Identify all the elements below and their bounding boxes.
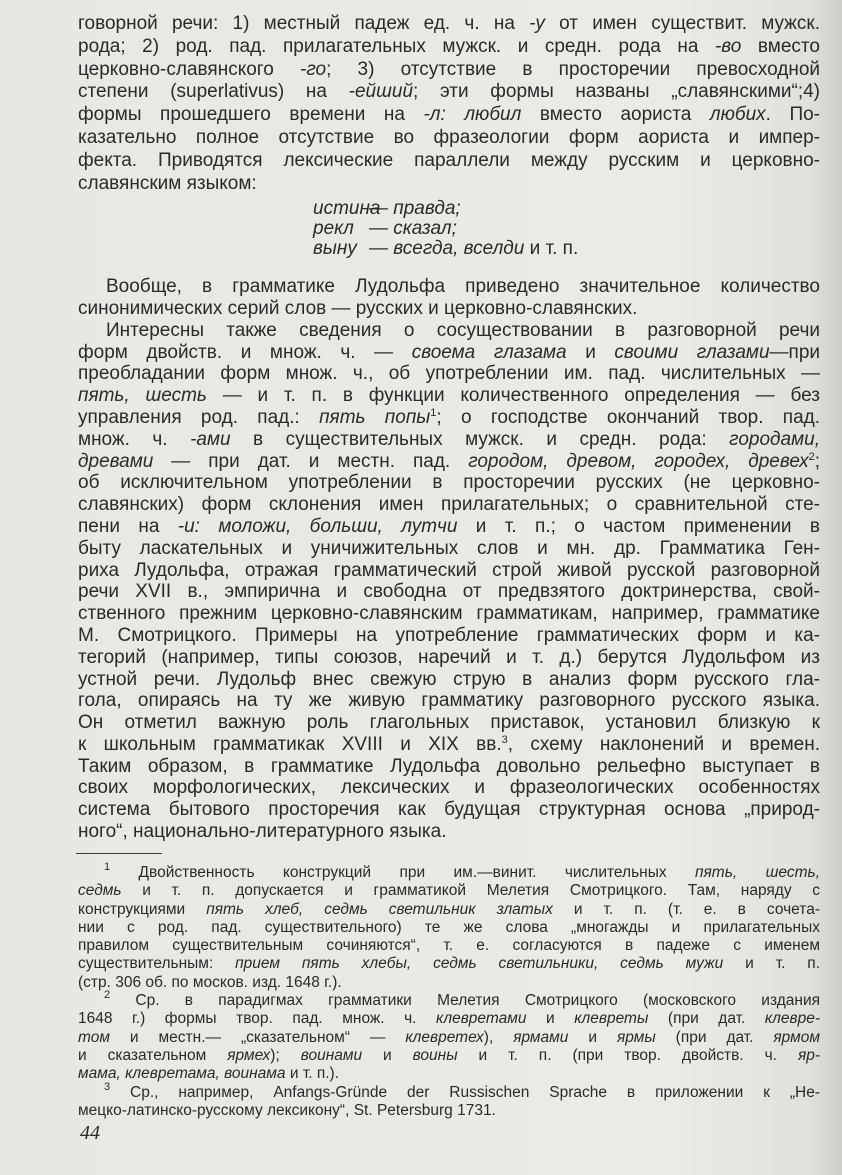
text: ), — [483, 1028, 514, 1046]
italic-text: -во — [714, 35, 742, 57]
italic-text: клевретами — [436, 1010, 527, 1028]
text: и — [526, 1010, 575, 1028]
text: ); — [270, 1046, 301, 1064]
footnote-ref: 1 — [104, 861, 111, 873]
text: существительным: — [78, 955, 236, 973]
text: 1648 г.) формы твор. пад. множ. ч. — [78, 1010, 437, 1028]
italic-text: древами — [78, 450, 154, 472]
text: гола, опираясь на ту же живую грамматику разговорного русского языка. — [78, 690, 820, 712]
text: и т. п.; о частом применении в — [457, 515, 820, 537]
italic-text: седмь — [78, 882, 122, 900]
text: славянским языком: — [78, 172, 257, 194]
text: нии с род. пад. существительного) те же слова „многажды и прилагательных — [78, 918, 820, 936]
russian-equivalent: — правда; — [369, 198, 461, 220]
text-line — [78, 1010, 820, 1028]
text: форм двойств. и множ. ч. — — [78, 341, 412, 363]
italic-text: мама, клевретама, воинама — [78, 1065, 286, 1083]
text: речи XVII в., эмпирична и свободна от предвзятого доктринерства, свой- — [78, 581, 820, 603]
text-line — [78, 690, 820, 712]
text-line — [78, 36, 820, 59]
text: — и т. п. в функции количественного определения — без — [206, 385, 820, 407]
text: ; — [814, 450, 821, 472]
italic-text: городами, — [729, 428, 820, 450]
parallel-pair — [313, 239, 820, 259]
text: мецко-латинско-русскому лексикону“, St. Petersburg 1731. — [78, 1101, 496, 1119]
text: степени (superlativus) на — [78, 81, 349, 103]
text-line — [78, 955, 820, 973]
text-line — [78, 734, 820, 756]
text-line — [78, 756, 820, 778]
text: Он отметил важную роль глагольных приставок, установил близкую к — [78, 712, 820, 734]
italic-text: пять, шесть, — [695, 864, 820, 881]
text-line — [78, 989, 820, 1010]
text-line — [78, 538, 820, 560]
text: Таким образом, в грамматике Лудольфа довольно рельефно выступает в — [78, 755, 820, 777]
text: система бытового просторечия как будущая структурная основа „природ- — [78, 799, 820, 821]
text-line — [78, 150, 820, 173]
footnote-ref: 1 — [430, 406, 437, 419]
text: М. Смотрицкого. Примеры на употребление грамматических форм и ка- — [78, 624, 820, 646]
text: Ср., например, Anfangs-Gründe der Russischen Sprache в приложении к „Не- — [110, 1083, 820, 1101]
text: Вообще, в грамматике Лудольфа приведено значительное количество — [106, 276, 820, 298]
text-line — [78, 472, 820, 494]
text: и т. п. — [723, 955, 821, 973]
text-line — [78, 13, 820, 36]
text-line — [78, 173, 820, 196]
text: синонимических серий слов — русских и церковно-славянских. — [78, 297, 638, 319]
church-slavonic-word: истина — [313, 198, 381, 220]
text: конструкциями — [78, 900, 207, 918]
paragraph — [78, 276, 820, 320]
italic-text: любих — [709, 104, 766, 126]
text-line — [78, 1080, 820, 1102]
text-line — [78, 581, 820, 603]
text-line — [78, 451, 820, 473]
text: Ср. в парадигмах грамматики Мелетия Смотрицкого (московского издания — [110, 992, 820, 1010]
text-line — [78, 407, 820, 429]
text-line — [78, 59, 820, 82]
text: вместо аориста — [521, 104, 710, 126]
footnote-ref: 3 — [104, 1080, 111, 1093]
italic-text: своими глазами — [614, 341, 770, 363]
text-line — [78, 937, 820, 955]
text-line — [78, 669, 820, 691]
text: ного“, национально-литературного языка. — [78, 821, 447, 843]
text: вместо — [741, 35, 820, 57]
text-line — [78, 1047, 820, 1065]
text-line — [78, 363, 820, 385]
text-line — [78, 974, 820, 992]
text: и местн.— „сказательном“ — — [109, 1028, 406, 1046]
lexical-parallels-list — [78, 199, 820, 258]
text-line — [78, 1029, 820, 1047]
text: рода; 2) род. пад. прилагательных мужск. и средн. рода на — [78, 35, 715, 57]
text-line — [78, 821, 820, 843]
text: славянских) форм склонения имен прилагательных; о сравнительной сте- — [78, 494, 820, 516]
text: пени на — [78, 515, 178, 537]
text: правилом существительным сочиняются“, т. е. согласуются в падеже с именем — [78, 937, 820, 955]
parallel-pair — [313, 199, 820, 219]
text: ; 3) отсутствие в просторечии превосходной — [326, 58, 820, 80]
italic-text: -у — [529, 13, 545, 34]
russian-equivalent: — всегда, вселди — [369, 237, 525, 259]
text: преобладании форм множ. ч., об употреблении им. пад. числительных — — [78, 363, 820, 385]
italic-text: -л: любил — [423, 104, 522, 126]
text: быту ласкательных и уничижительных слов и мн. др. Грамматика Ген- — [78, 537, 820, 559]
italic-text: ярмех — [227, 1046, 271, 1064]
italic-text: клевре- — [764, 1010, 821, 1028]
text-line — [78, 516, 820, 538]
text-line — [78, 861, 820, 882]
page-number: 44 — [80, 1122, 100, 1144]
main-text — [78, 13, 820, 843]
italic-text: своема глазама — [411, 341, 567, 363]
text: и т. п. — [524, 237, 579, 259]
italic-text: яр- — [797, 1046, 820, 1064]
text: — при дат. и местн. пад. — [153, 450, 469, 472]
italic-text: -го — [300, 58, 327, 80]
text: и — [568, 1028, 617, 1046]
text: и т. п. (при твор. двойств. ч. — [457, 1046, 798, 1064]
footnote-ref: 2 — [808, 450, 815, 463]
text: своих морфологических, лексических и фразеологических особенностях — [78, 777, 820, 799]
church-slavonic-word: выну — [313, 237, 357, 259]
text: к школьным грамматикак XVIII и XIX вв. — [78, 733, 502, 755]
text: , схему наклонений и времен. — [507, 733, 820, 755]
text: и т. п. (т. е. в сочета- — [552, 900, 820, 918]
text-line — [78, 494, 820, 516]
text-line — [78, 104, 820, 127]
text: множ. ч. — [78, 428, 191, 450]
footnote-ref: 2 — [104, 989, 111, 1002]
text-line — [78, 342, 820, 364]
text: формы прошедшего времени на — [78, 104, 424, 126]
text-line — [78, 429, 820, 451]
text: тегорий (например, типы союзов, наречий и т. д.) берутся Лудольфом из — [78, 646, 820, 668]
italic-text: ярмом — [773, 1028, 820, 1046]
text-line — [78, 647, 820, 669]
text: —при — [769, 341, 820, 363]
text: казательно полное отсутствие во фразеологии форм аориста и импер- — [78, 126, 820, 148]
footnotes — [78, 861, 821, 1120]
text: церковно-славянского — [78, 58, 301, 80]
italic-text: городом, древом, городех, древех — [468, 450, 809, 472]
italic-text: воинами — [300, 1046, 363, 1064]
footnote-ref: 3 — [501, 733, 508, 746]
italic-text: клевреты — [574, 1010, 649, 1028]
russian-equivalent: — сказал; — [369, 217, 457, 239]
text: устной речи. Лудольф внес свежую струю в анализ форм русского гла- — [78, 668, 820, 690]
italic-text: ярмами — [513, 1028, 569, 1046]
text: об исключительном употреблении в просторечии русских (не церковно- — [78, 472, 820, 494]
text: фекта. Приводятся лексические параллели между русским и церковно- — [78, 149, 820, 171]
italic-text: пять, шесть — [78, 385, 207, 407]
text: (стр. 306 об. по москов. изд. 1648 г.). — [78, 973, 342, 991]
text: и сказательном — [78, 1046, 228, 1064]
italic-text: воины — [412, 1046, 458, 1064]
italic-text: -ейший — [348, 81, 414, 103]
text: и — [566, 341, 615, 363]
text: ; эти формы названы „славянскими“;4) — [413, 81, 820, 103]
text-line — [78, 919, 820, 937]
text: говорной речи: 1) местный падеж ед. ч. на — [78, 13, 530, 34]
parallel-pair — [313, 219, 820, 239]
text: от имен существит. мужск. — [544, 13, 820, 34]
text: (при дат. — [655, 1028, 774, 1046]
text-line — [78, 276, 820, 298]
text-line — [78, 882, 820, 900]
text-line — [78, 1102, 820, 1120]
text-line — [78, 298, 820, 320]
text: и т. п.). — [285, 1065, 339, 1083]
text: Интересны также сведения о сосуществовании в разговорной речи — [106, 319, 820, 341]
text-line — [78, 625, 820, 647]
italic-text: клевретех — [405, 1028, 484, 1046]
footnote-divider — [76, 853, 162, 854]
text-line — [78, 901, 820, 919]
text: и — [362, 1046, 413, 1064]
italic-text: пять хлеб, седмь светильник златых — [206, 900, 553, 918]
text-line — [78, 603, 820, 625]
text: . По- — [765, 104, 821, 126]
text-line — [78, 385, 820, 407]
text-line — [78, 560, 820, 582]
text-line — [78, 81, 820, 104]
italic-text: ярмы — [616, 1028, 656, 1046]
italic-text: прием пять хлебы, седмь светильники, седмь мужи — [235, 955, 724, 973]
text: риха Лудольфа, отражая грамматический строй живой русской разговорной — [78, 559, 820, 581]
text: и т. п. допускается и грамматикой Мелетия Смотрицкого. Там, наряду с — [121, 882, 820, 900]
text-line — [78, 777, 820, 799]
text: управления род. пад.: — [78, 406, 320, 428]
italic-text: том — [78, 1028, 110, 1046]
italic-text: пять попы — [319, 406, 431, 428]
text: Двойственность конструкций при им.—винит. числительных — [110, 864, 695, 881]
text-line — [78, 799, 820, 821]
text: ; о господстве окончаний твор. пад. — [436, 406, 821, 428]
text-line — [78, 712, 820, 734]
text: ственного прежним церковно-славянским грамматикам, например, грамматике — [78, 603, 820, 625]
paragraph — [78, 13, 820, 195]
text-line — [78, 1065, 820, 1083]
text: (при дат. — [648, 1010, 765, 1028]
church-slavonic-word: рекл — [313, 217, 354, 239]
text: в существительных мужск. и средн. рода: — [230, 428, 730, 450]
paragraph — [78, 320, 820, 843]
italic-text: -и: моложи, больши, лутчи — [177, 515, 458, 537]
text-line — [78, 320, 820, 342]
text-line — [78, 127, 820, 150]
italic-text: -ами — [190, 428, 231, 450]
